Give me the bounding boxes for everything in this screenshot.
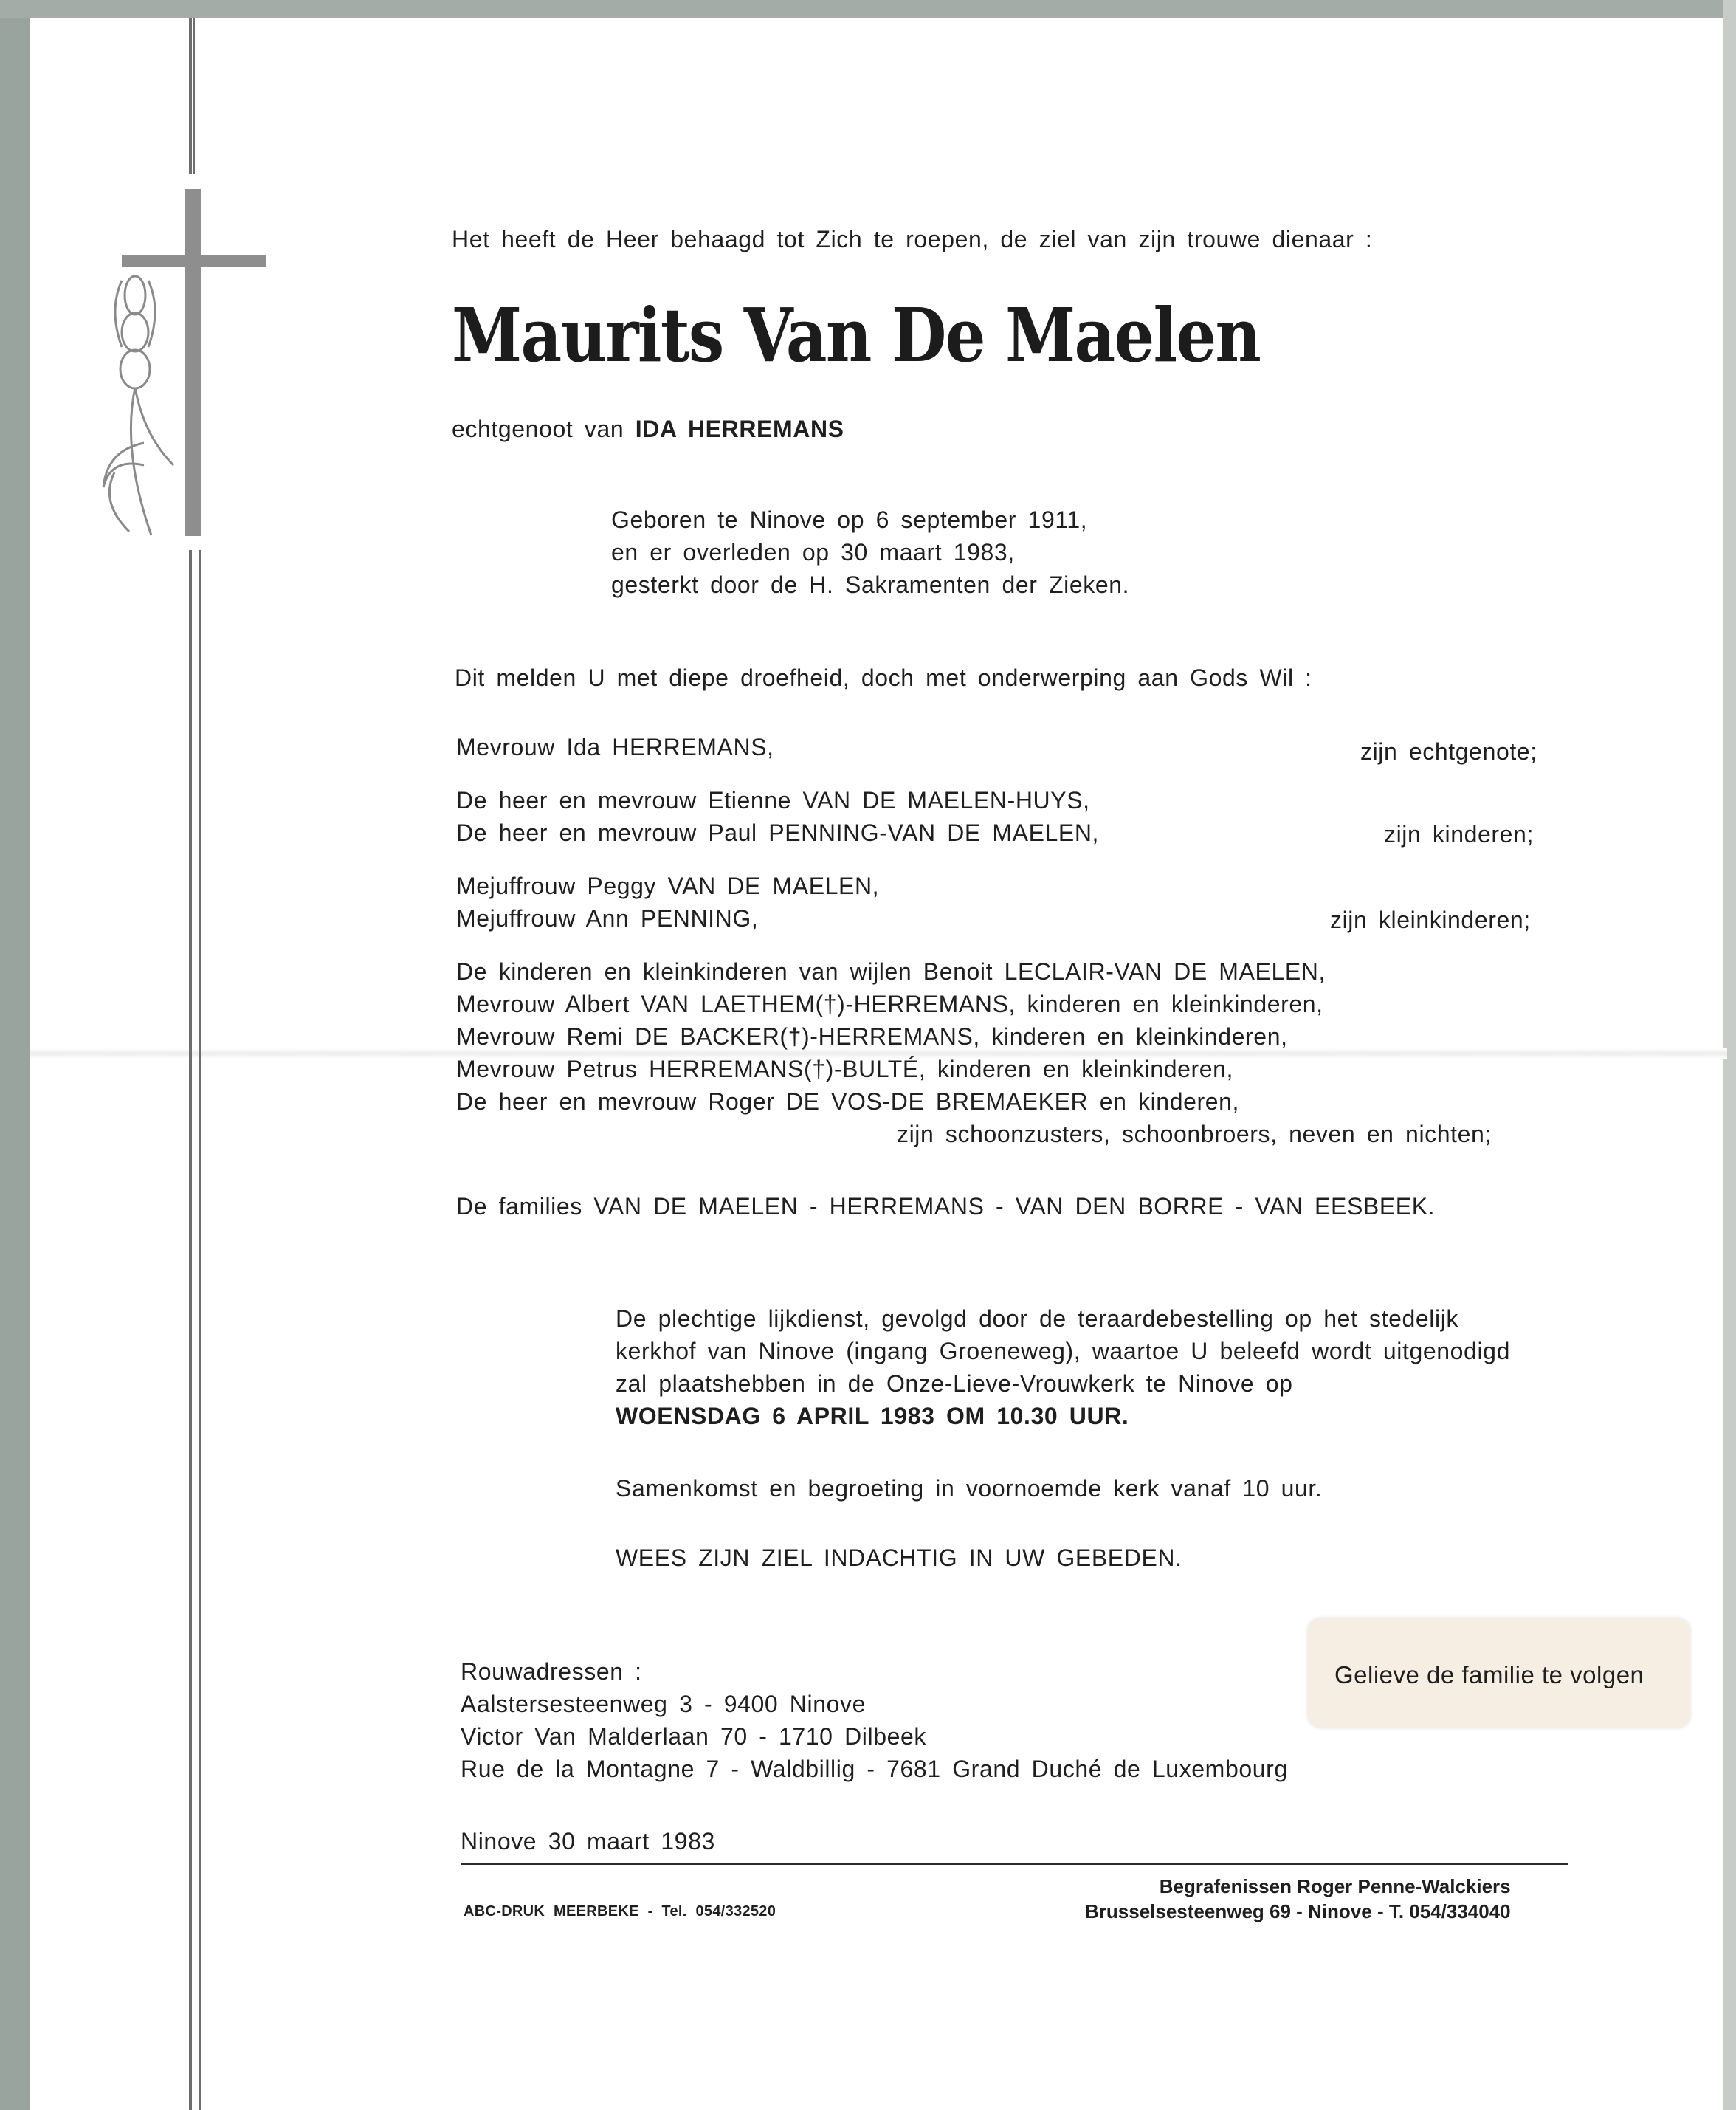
family-grandchild-2: Mejuffrouw Ann PENNING, (456, 905, 759, 932)
wheat-icon (100, 266, 185, 539)
address-1: Aalstersesteenweg 3 - 9400 Ninove (461, 1691, 866, 1717)
intro-text: Het heeft de Heer behaagd tot Zich te roepen, de ziel van zijn trouwe dienaar : (452, 226, 1373, 252)
service-line-1: De plechtige lijkdienst, gevolgd door de teraardebestelling op het stedelijk (616, 1305, 1459, 1332)
cross-bar (122, 255, 266, 267)
top-border-band (0, 0, 1736, 18)
birth-line-3: gesterkt door de H. Sakramenten der Zieken. (611, 571, 1130, 598)
family-relative-5: De heer en mevrouw Roger DE VOS-DE BREMAEKER en kinderen, (456, 1088, 1240, 1115)
service-line-3: zal plaatshebben in de Onze-Lieve-Vrouwkerk te Ninove op (616, 1370, 1293, 1397)
undertaker-block (1085, 1874, 1511, 1924)
family-grandchildren-role: zijn kleinkinderen; (1330, 907, 1531, 933)
printer-credit: ABC-DRUK MEERBEKE - Tel. 054/332520 (464, 1903, 776, 1920)
family-child-1: De heer en mevrouw Etienne VAN DE MAELEN-HUYS, (456, 787, 1090, 814)
gathering-line: Samenkomst en begroeting in voornoemde kerk vanaf 10 uur. (616, 1475, 1323, 1502)
address-2: Victor Van Malderlaan 70 - 1710 Dilbeek (461, 1723, 926, 1750)
deceased-name: Maurits Van De Maelen (452, 292, 1261, 379)
left-border-band (0, 0, 30, 2110)
family-relative-4: Mevrouw Petrus HERREMANS(†)-BULTÉ, kinderen en kleinkinderen, (456, 1056, 1234, 1082)
birth-line-2: en er overleden op 30 maart 1983, (611, 539, 1015, 566)
family-child-2: De heer en mevrouw Paul PENNING-VAN DE MAELEN, (456, 819, 1100, 846)
spouse-prefix: echtgenoot van (452, 416, 624, 442)
undertaker-address: Brusselsesteenweg 69 - Ninove - T. 054/334040 (1085, 1900, 1511, 1922)
vertical-rule-top-thin (193, 18, 195, 174)
cross-icon (185, 189, 201, 536)
address-3: Rue de la Montagne 7 - Waldbillig - 7681 Grand Duché de Luxembourg (461, 1756, 1288, 1782)
follow-family-stamp (1308, 1618, 1690, 1728)
family-relative-3: Mevrouw Remi DE BACKER(†)-HERREMANS, kinderen en kleinkinderen, (456, 1023, 1288, 1050)
stamp-text: Gelieve de familie te volgen (1334, 1661, 1644, 1688)
prayer-line: WEES ZIJN ZIEL INDACHTIG IN UW GEBEDEN. (616, 1544, 1182, 1571)
family-spouse: Mevrouw Ida HERREMANS, (456, 734, 774, 760)
service-date: WOENSDAG 6 APRIL 1983 OM 10.30 UUR. (616, 1403, 1129, 1429)
family-relatives-role: zijn schoonzusters, schoonbroers, neven en nichten; (897, 1121, 1492, 1147)
vertical-rule-top (189, 18, 192, 174)
spouse-line (452, 416, 844, 443)
announcement: Dit melden U met diepe droefheid, doch met onderwerping aan Gods Wil : (455, 664, 1312, 691)
family-grandchild-1: Mejuffrouw Peggy VAN DE MAELEN, (456, 873, 880, 899)
family-relative-1: De kinderen en kleinkinderen van wijlen Benoit LECLAIR-VAN DE MAELEN, (456, 958, 1326, 985)
families-line: De families VAN DE MAELEN - HERREMANS - VAN DEN BORRE - VAN EESBEEK. (456, 1193, 1436, 1220)
family-relative-2: Mevrouw Albert VAN LAETHEM(†)-HERREMANS, kinderen en kleinkinderen, (456, 991, 1323, 1017)
family-children-role: zijn kinderen; (1384, 821, 1534, 848)
footer-rule (461, 1863, 1568, 1865)
undertaker-name: Begrafenissen Roger Penne-Walckiers (1159, 1875, 1511, 1897)
service-line-2: kerkhof van Ninove (ingang Groeneweg), waartoe U beleefd wordt uitgenodigd (616, 1338, 1510, 1364)
vertical-rule-bottom-thin (199, 550, 201, 2110)
place-date: Ninove 30 maart 1983 (461, 1828, 715, 1855)
vertical-rule-bottom (189, 550, 192, 2110)
spouse-name: IDA HERREMANS (635, 416, 844, 442)
birth-line-1: Geboren te Ninove op 6 september 1911, (611, 506, 1088, 533)
family-spouse-role: zijn echtgenote; (1360, 738, 1537, 765)
addresses-heading: Rouwadressen : (461, 1658, 642, 1685)
